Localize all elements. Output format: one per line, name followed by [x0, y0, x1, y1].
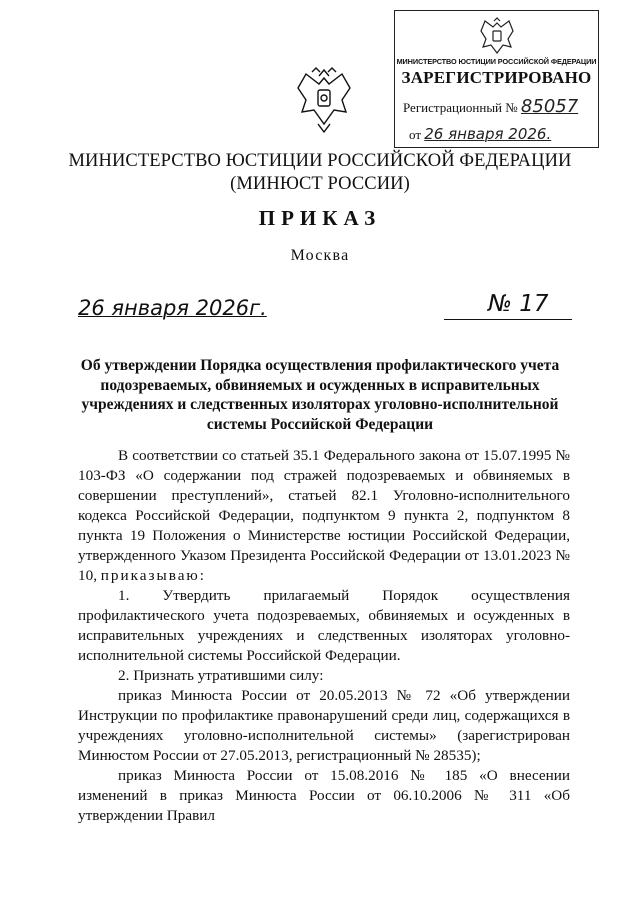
stamp-registered-title: ЗАРЕГИСТРИРОВАНО [401, 68, 592, 87]
city: Москва [290, 247, 350, 264]
document-type-title: ПРИКАЗ [258, 206, 382, 230]
ministry-name: МИНИСТЕРСТВО ЮСТИЦИИ РОССИЙСКОЙ ФЕДЕРАЦИИ [68, 151, 572, 171]
ministry-header [0, 150, 640, 196]
order-verb: приказываю: [100, 567, 207, 584]
stamp-date-prefix: от [409, 127, 422, 142]
stamp-date-row [409, 125, 551, 143]
order-subject: Об утверждении Порядка осуществления профилактического учета подозреваемых, обвиняемых и осужденных в исправительных учреждениях и следственных изоляторах уголовно-исполнительной системы Российской Федерации [80, 357, 560, 433]
order-number: № 17 [488, 291, 549, 317]
order-number-line [444, 319, 572, 320]
stamp-ministry-name: МИНИСТЕРСТВО ЮСТИЦИИ РОССИЙСКОЙ ФЕДЕРАЦИИ [396, 57, 597, 66]
double-headed-eagle-icon [292, 66, 356, 134]
paragraph-item-2: 2. Признать утратившими силу: [118, 667, 324, 684]
coat-of-arms-icon [475, 17, 519, 57]
paragraph-item-1: 1. Утвердить прилагаемый Порядок осуществления профилактического учета подозреваемых, обвиняемых и осужденных в исправительных учреждениях и следственных изоляторах уголовно-исполнительной системы Российской Федерации. [78, 587, 570, 664]
registration-stamp [394, 10, 599, 148]
paragraph-basis [78, 446, 570, 586]
stamp-reg-number-row [403, 96, 578, 117]
stamp-reg-label: Регистрационный № [403, 100, 518, 115]
order-body [78, 446, 570, 826]
paragraph-repealed-1: приказ Минюста России от 20.05.2013 № 72 «Об утверждении Инструкции по профилактике правонарушений среди лиц, содержащихся в учреждениях уголовно-исполнительной системы» (зарегистрирован Минюстом России от 27.05.2013, регистрационный № 28535); [78, 687, 570, 764]
stamp-reg-number: 85057 [520, 96, 579, 117]
ministry-short-name: (МИНЮСТ РОССИИ) [230, 174, 410, 194]
stamp-date-value: 26 января 2026. [424, 125, 552, 143]
order-date: 26 января 2026г. [78, 296, 267, 320]
paragraph-basis-text: В соответствии со статьей 35.1 Федерального закона от 15.07.1995 № 103-ФЗ «О содержании под стражей подозреваемых и обвиняемых в совершении преступлений», статьей 82.1 Уголовно-исполнительного кодекса Российской Федерации, подпунктом 9 пункта 2, подпунктом 8 пункта 19 Положения о Министерстве юстиции Российской Федерации, утвержденного Указом Президента Российской Федерации от 13.01.2023 № 10, [78, 447, 570, 584]
paragraph-repealed-2: приказ Минюста России от 15.08.2016 № 185 «О внесении изменений в приказ Минюста России от 06.10.2006 № 311 «Об утверждении Правил [78, 767, 570, 824]
